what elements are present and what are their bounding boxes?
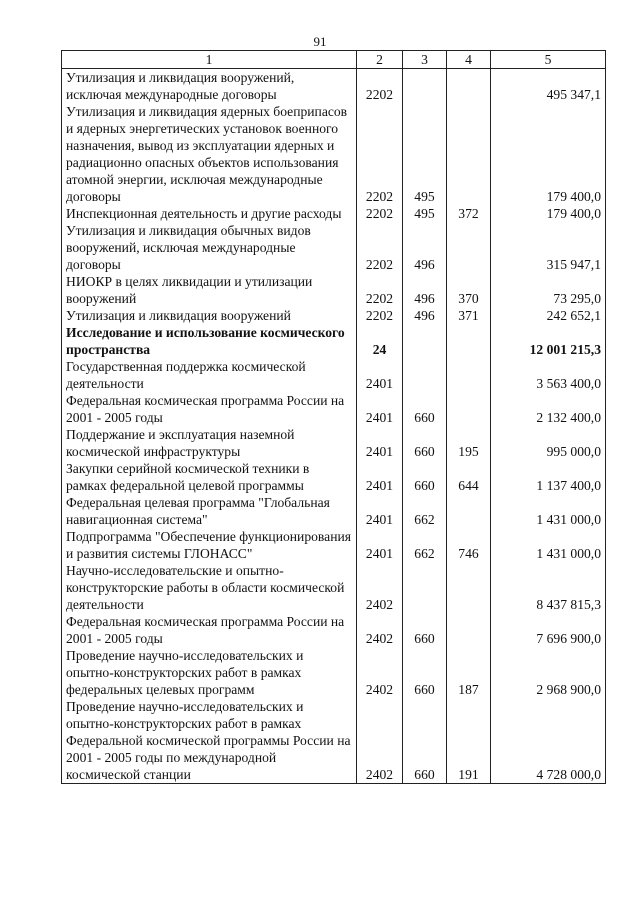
row-name: НИОКР в целях ликвидации и утилизации вооружений: [62, 273, 357, 307]
target-code: [403, 69, 447, 104]
section-code: 2202: [357, 307, 403, 324]
section-code: 2202: [357, 205, 403, 222]
section-code: 2401: [357, 392, 403, 426]
section-code: 2401: [357, 358, 403, 392]
table-row: [62, 613, 606, 647]
table-row: [62, 426, 606, 460]
table-row: [62, 69, 606, 104]
amount-value: 2 132 400,0: [491, 392, 606, 426]
section-code: 2202: [357, 222, 403, 273]
expense-code: [447, 494, 491, 528]
table-row: [62, 273, 606, 307]
section-code: 2202: [357, 69, 403, 104]
expense-code: [447, 358, 491, 392]
row-name: Утилизация и ликвидация вооружений: [62, 307, 357, 324]
expense-code: [447, 392, 491, 426]
target-code: 662: [403, 528, 447, 562]
column-header: 5: [491, 51, 606, 69]
target-code: 496: [403, 273, 447, 307]
section-code: 24: [357, 324, 403, 358]
table-row: [62, 358, 606, 392]
section-code: 2401: [357, 426, 403, 460]
amount-value: 3 563 400,0: [491, 358, 606, 392]
expense-code: [447, 324, 491, 358]
row-name: Федеральная космическая программа России на 2001 - 2005 годы: [62, 392, 357, 426]
expense-code: 644: [447, 460, 491, 494]
target-code: 660: [403, 426, 447, 460]
table-row: [62, 324, 606, 358]
amount-value: 73 295,0: [491, 273, 606, 307]
target-code: 496: [403, 307, 447, 324]
section-code: 2402: [357, 698, 403, 784]
target-code: 660: [403, 647, 447, 698]
target-code: 660: [403, 392, 447, 426]
table-row: [62, 562, 606, 613]
target-code: 660: [403, 613, 447, 647]
row-name: Утилизация и ликвидация ядерных боеприпасов и ядерных энергетических установок военного назначения, вывод из эксплуатации ядерных и радиационно опасных объектов использования атомной энергии, исключая международные договоры: [62, 103, 357, 205]
expense-code: 371: [447, 307, 491, 324]
row-name: Утилизация и ликвидация обычных видов вооружений, исключая международные договоры: [62, 222, 357, 273]
row-name: Федеральная космическая программа России на 2001 - 2005 годы: [62, 613, 357, 647]
row-name: Инспекционная деятельность и другие расходы: [62, 205, 357, 222]
target-code: 660: [403, 698, 447, 784]
table-row: [62, 494, 606, 528]
row-name: Поддержание и эксплуатация наземной космической инфраструктуры: [62, 426, 357, 460]
expense-code: 187: [447, 647, 491, 698]
target-code: 662: [403, 494, 447, 528]
section-code: 2402: [357, 647, 403, 698]
section-code: 2401: [357, 528, 403, 562]
column-header: 3: [403, 51, 447, 69]
expense-code: [447, 222, 491, 273]
row-name: Утилизация и ликвидация вооружений, исключая международные договоры: [62, 69, 357, 104]
amount-value: 12 001 215,3: [491, 324, 606, 358]
table-row: [62, 307, 606, 324]
row-name: Проведение научно-исследовательских и опытно-конструкторских работ в рамках Федеральной космической программы России на 2001 - 2005 годы по международной космической станции: [62, 698, 357, 784]
row-name: Проведение научно-исследовательских и опытно-конструкторских работ в рамках федеральных целевых программ: [62, 647, 357, 698]
column-header: 4: [447, 51, 491, 69]
amount-value: 2 968 900,0: [491, 647, 606, 698]
expense-code: 195: [447, 426, 491, 460]
row-name: Научно-исследовательские и опытно-конструкторские работы в области космической деятельности: [62, 562, 357, 613]
table-row: [62, 460, 606, 494]
amount-value: 242 652,1: [491, 307, 606, 324]
expense-code: 370: [447, 273, 491, 307]
row-name: Закупки серийной космической техники в рамках федеральной целевой программы: [62, 460, 357, 494]
row-name: Федеральная целевая программа "Глобальная навигационная система": [62, 494, 357, 528]
expense-code: [447, 613, 491, 647]
expense-code: [447, 103, 491, 205]
section-code: 2402: [357, 613, 403, 647]
amount-value: 995 000,0: [491, 426, 606, 460]
target-code: 495: [403, 205, 447, 222]
target-code: 496: [403, 222, 447, 273]
target-code: 495: [403, 103, 447, 205]
amount-value: 495 347,1: [491, 69, 606, 104]
table-row: [62, 392, 606, 426]
column-header: 1: [62, 51, 357, 69]
expense-code: 191: [447, 698, 491, 784]
target-code: [403, 358, 447, 392]
target-code: [403, 324, 447, 358]
section-code: 2402: [357, 562, 403, 613]
amount-value: 179 400,0: [491, 103, 606, 205]
target-code: [403, 562, 447, 613]
amount-value: 8 437 815,3: [491, 562, 606, 613]
row-name: Государственная поддержка космической деятельности: [62, 358, 357, 392]
budget-table: [61, 50, 606, 784]
page-number: 91: [313, 34, 327, 49]
expense-code: 746: [447, 528, 491, 562]
header-row: [62, 51, 606, 69]
table-row: [62, 205, 606, 222]
column-header: 2: [357, 51, 403, 69]
expense-code: 372: [447, 205, 491, 222]
row-name: Исследование и использование космического пространства: [62, 324, 357, 358]
target-code: 660: [403, 460, 447, 494]
table-row: [62, 698, 606, 784]
table-body: [62, 69, 606, 784]
amount-value: 315 947,1: [491, 222, 606, 273]
section-code: 2401: [357, 494, 403, 528]
amount-value: 179 400,0: [491, 205, 606, 222]
table-row: [62, 103, 606, 205]
section-code: 2202: [357, 273, 403, 307]
table-row: [62, 222, 606, 273]
amount-value: 7 696 900,0: [491, 613, 606, 647]
amount-value: 1 137 400,0: [491, 460, 606, 494]
amount-value: 4 728 000,0: [491, 698, 606, 784]
expense-code: [447, 69, 491, 104]
table-row: [62, 528, 606, 562]
expense-code: [447, 562, 491, 613]
amount-value: 1 431 000,0: [491, 494, 606, 528]
amount-value: 1 431 000,0: [491, 528, 606, 562]
row-name: Подпрограмма "Обеспечение функционирования и развития системы ГЛОНАСС": [62, 528, 357, 562]
section-code: 2202: [357, 103, 403, 205]
table-row: [62, 647, 606, 698]
section-code: 2401: [357, 460, 403, 494]
